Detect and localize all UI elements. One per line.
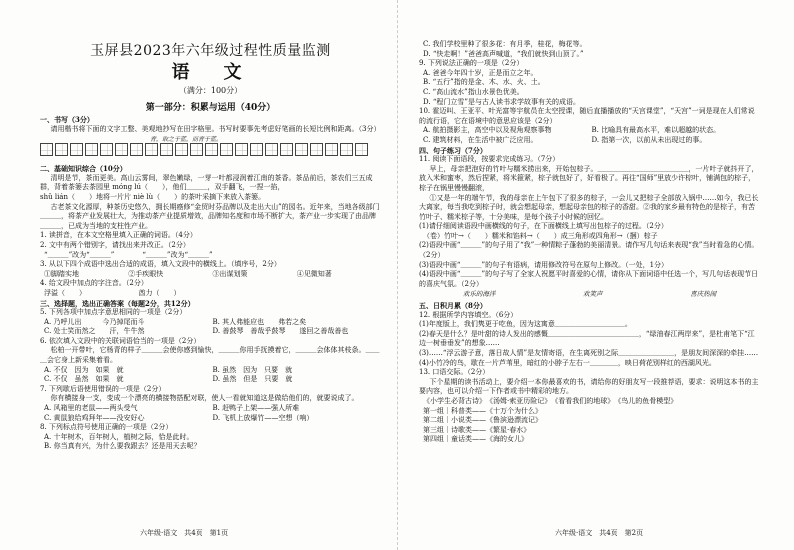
q9-option-a: A. 爸爸今年四十岁，正是而立之年。 — [423, 68, 538, 77]
section-1-instructions: 请用楷书将下面的文字工整、美观地抄写在田字格里。书写时要事先考虑好笔画的长短比例和距离。（3分） — [50, 124, 381, 133]
q7-option-a: A. 风箱里的老鼠——两头受气 — [44, 404, 138, 413]
q9-option-d: D. “程门立雪”是与古人读书求学故事有关的成语。 — [423, 97, 580, 106]
q8-option-a: A. 十年树木，百年树人，植树之际，恰是此时。 — [44, 432, 194, 441]
question-4: 4. 给文段中加点的字注音。（2分） — [40, 279, 148, 288]
q13-list-item[interactable]: 第一组｜科普类——《十万个为什么》 — [423, 406, 542, 415]
q9-option-c: C. “高山流水”指山水景色优美。 — [423, 87, 524, 96]
right-column — [397, 0, 794, 550]
q11-sub-1: (1)请仔细阅读语段中画横线的句子，在下面横线上填写出包棕子的过程。（2分） — [419, 222, 668, 231]
q10-option-c: C. 建筑材料，在生活中被广泛应用。 — [423, 135, 538, 144]
section-4-heading: 四、句子练习（7分） — [419, 145, 487, 155]
q6-option-a: A. 不仅 因为 如果 就 — [44, 365, 124, 374]
question-4-blanks[interactable]: 浮溢（ ） 酋力（ ） — [44, 288, 181, 297]
q12-sub-1[interactable]: (1)年度版上，我们隽更于吃鱼，因为这寓意＿＿＿＿＿＿＿＿＿＿。 — [419, 320, 632, 329]
passage-para-1: 清明是节，茶而更美。高山云雾间，翠色嫩绿，一芽一叶都浸润着江南的茶香。茶品前后，茶农们三五成群，背着茶篓去茶园里 móng lú（ ），他们＿＿＿，双手翻飞，一捏一掐， — [40, 173, 373, 192]
q10-option-b: B. 比喻具有最高水平，难以超越的状态。 — [591, 126, 721, 135]
grid-cell[interactable] — [325, 143, 338, 156]
grid-cell[interactable] — [175, 143, 188, 156]
q7-option-d: D. 飞机上放爆竹——空想（响） — [212, 413, 314, 422]
q13-list-item[interactable]: 第三组｜诗歌类——《繁星·春水》 — [423, 425, 531, 434]
grid-cell[interactable] — [205, 143, 218, 156]
section-2-heading: 二、基础知识综合（10分） — [40, 164, 127, 174]
q5-option-b: B. 其人弗能应也 弗若之矣 — [212, 317, 307, 326]
grid-cell[interactable] — [85, 143, 98, 156]
question-5-options-row-2 — [40, 327, 381, 337]
q10-option-a: A. 航拍摄影主，高空中以及视角观察事物 — [423, 126, 552, 135]
q3-option: ③出谋划策 — [212, 269, 248, 278]
word-choice: 欢乐的海洋 — [462, 290, 496, 299]
grid-cell[interactable] — [70, 143, 83, 156]
section-3-heading: 三、选择题，选出正确答案（每题2分，共12分） — [40, 298, 195, 308]
question-2-blanks[interactable]: “＿＿＿”改为“＿＿＿” “＿＿＿”改为“＿＿＿” — [44, 250, 213, 259]
question-7-options-row-2 — [40, 414, 381, 424]
q6-option-d: D. 虽然 但是 只要 就 — [212, 375, 293, 384]
q8-option-b: B. 你当真有兴，为什么要我跟去？还是用天去呢？ — [44, 442, 201, 451]
section-5-heading: 五、日积月累（8分） — [419, 301, 487, 311]
grid-cell[interactable] — [235, 143, 248, 156]
tianzige-grid[interactable] — [40, 143, 368, 156]
question-6-options-row-2 — [40, 375, 381, 385]
q5-option-a: A. 乃呼儿出 今乃掉尾而斗 — [44, 317, 145, 326]
question-6-text: 松柏一开带叶，它杨青的样子＿＿＿会使你感到愉快，＿＿＿你用手抚摸着它，＿＿＿会体体其枝条。＿＿＿会它身上新采集着看。 — [40, 346, 380, 365]
grid-cell[interactable] — [55, 143, 68, 156]
q11-passage-1: 早上，母亲把泡好的竹叶与糯米捞出来，开始包棕子。＿＿＿＿＿＿＿＿＿＿＿＿＿，一片叶子就抖开了，放入米和蜜枣，然后捏紧，将米箍紧，棕子就包好了，好看极了。再往“国师”里放少许棕叶，铺满包的棕子，棕子在锅里慢慢翻滚， — [419, 164, 759, 192]
q13-text: 下个星期的读书活动上，要介绍一本你最喜欢的书，请给你的好朋友写一段推荐语，要求：说明这本书的主要内容，也可以介绍一下作者或书中精彩的地方。 — [419, 377, 759, 396]
question-9: 9. 下列说法正确的一项是（2分） — [419, 59, 524, 68]
question-2: 2. 文中有两个错别字，请找出来并改正。（2分） — [40, 240, 190, 249]
question-10-options-row-2 — [419, 136, 760, 146]
page-footer-left: 六年级·语文 共4页 第1页 — [140, 529, 229, 537]
grid-cell[interactable] — [40, 143, 53, 156]
question-7-text: 你有横接身一支，变成一个漂亮的横接物搭配对联，使人一看就知道这是做给他们的，就要说成了。 — [50, 394, 359, 403]
q13-list-item[interactable]: 第二组｜小说类——《鲁滨逊漂流记》 — [423, 416, 542, 425]
grid-cell[interactable] — [295, 143, 308, 156]
full-score: （满分：100分） — [178, 86, 243, 95]
grid-cell[interactable] — [130, 143, 143, 156]
question-6-options-row-1 — [40, 366, 381, 376]
word-choice: 欢笑声 — [582, 290, 603, 299]
question-8: 8. 下列标点符号使用正确的一项是（2分） — [40, 423, 173, 432]
q13-books: 《小学生必背古诗》 《汤姆·索亚历险记》 《看看我们的地球》 《鸟儿的鱼骨模型》 — [423, 396, 678, 405]
grid-cell[interactable] — [100, 143, 113, 156]
question-1: 1. 读拼音，在本文空格里填入正确的词语。（4分） — [40, 231, 197, 240]
question-7-options-row-1 — [40, 404, 381, 414]
section-1-heading: 一、书写（3分） — [40, 115, 94, 124]
q11-sub-3: (3)语段中画“＿＿＿”的句子有语病，请用修改符号在原句上修改。（一处，1分） — [419, 260, 669, 269]
grid-cell[interactable] — [250, 143, 263, 156]
question-10: 10. 霍迈叫、王亚平、叶光富等宇航员在太空授课，随后直播播放的“天宫课堂”，“天宫”一词是现在人们常说的流行语，它在语境中的意思应该是（2分） — [419, 107, 755, 125]
grid-cell[interactable] — [220, 143, 233, 156]
part-one-title: 第一部分：积累与运用（40分） — [145, 103, 276, 113]
grid-cell[interactable] — [160, 143, 173, 156]
question-5: 5. 下列各项中加点字意思相同的一项是（2分） — [40, 308, 187, 317]
q3-option: ①脚踏实地 — [44, 269, 79, 278]
grid-cell[interactable] — [190, 143, 203, 156]
grid-cell[interactable] — [145, 143, 158, 156]
question-3: 3. 从以下四个成语中选出合适的成语，填入文段中的横线上。（填序号，2分） — [40, 260, 281, 269]
q6-option-b: B. 虽然 因为 只要 就 — [212, 365, 293, 374]
grid-cell[interactable] — [280, 143, 293, 156]
q9-option-b: B. “五行”指的是金、木、水、火、土。 — [423, 78, 545, 87]
question-6: 6. 依次填入文段中的关联词语恰当的一项是（2分） — [40, 336, 201, 345]
q11-passage-2: ①又是一年的端午节，我的母亲在上午包下了很多的棕子，一会儿又把棕子全部放入锅中……如今，我已长大离家，每当我吃到棕子时，就会想起母亲，想起母亲包的棕子的香甜。②我的家乡最有特色的是棕子，有苦竹叶子、糯米棕子等，十分美味，是每个孩子小时候的回忆。 — [419, 193, 759, 221]
grid-cell[interactable] — [340, 143, 353, 156]
question-10-options-row-1 — [419, 126, 760, 136]
grid-cell[interactable] — [355, 143, 368, 156]
page-footer-right: 六年级·语文 共4页 第2页 — [555, 529, 644, 537]
question-13: 13. 口语交际。（2分） — [419, 368, 490, 377]
q3-option: ④见微知著 — [296, 269, 332, 278]
question-3-options — [40, 270, 381, 280]
passage-para-2: 古老茶文化源厚，种茶历史悠久，拥长期癌修“金贸时芬品牌以及走出大山”的园名。近年来，当地各级部门＿＿＿，将茶产业发展壮大，为推动茶产业提质增效，品牌知名度和市场不断扩大，茶产业一步实现了由品牌＿＿＿，已成为当地的支柱性产业。 — [40, 202, 380, 230]
q7-option-c: C. 黄鼠狼给鸡拜年——没安好心 — [44, 413, 145, 422]
q7-option-b: B. 赶鸭子上架——强人所难 — [212, 404, 300, 413]
q3-option: ②手疾眼快 — [128, 269, 164, 278]
q8-option-d: D. “快走啊！”爸爸高声喊道，“我们就快到山顶了。” — [423, 49, 584, 58]
grid-cell[interactable] — [310, 143, 323, 156]
question-5-options-row-1 — [40, 318, 381, 328]
word-choice: 喜庆热闹 — [690, 290, 717, 299]
passage-para-1-cont: shǔ lián（ ）地将一片片 niè lù（ ）的茶叶采摘下来放入茶篓。 — [40, 192, 266, 201]
q11-word-choices — [419, 290, 760, 300]
q13-list-item[interactable]: 第四组｜童话类——《海的女儿》 — [423, 435, 528, 444]
grid-cell[interactable] — [115, 143, 128, 156]
question-7: 7. 下列歇后语使用错误的一项是（2分） — [40, 384, 166, 393]
exam-title: 玉屏县2023年六年级过程性质量监测 — [90, 43, 331, 59]
copy-text: 青，取之于蓝，而青于蓝。 — [150, 136, 223, 144]
q11-sub-1-blanks[interactable]: （卷）竹叶→（ ）糯米和馅料→（ ）成三角形或四角形→（捆）棕子 — [423, 231, 658, 240]
q11-sub-2: (2)语段中画“＿＿＿”的句子用了“我”一种情粽子蓬勃的美丽清景。请作写几句话来表现“我”当时看急的心情。（2分） — [419, 241, 759, 260]
question-12: 12. 根据所学内容填空。（6分） — [419, 310, 518, 319]
subject-title: 语 文 — [171, 62, 250, 83]
question-11: 11. 阅读下面语段，按要求完成练习。（7分） — [419, 155, 560, 164]
q12-sub-4[interactable]: (4)小竹冷的鸟，歇在一片芦苇里，暗红的小脖子左右一＿＿＿＿，映日荷花别样红的西湖风光。 — [419, 358, 716, 367]
q5-option-d: D. 善鼓琴 善哉乎鼓琴 遂回之善哉善也 — [212, 327, 349, 336]
q8-option-c: C. 我们学校里种了很多花：有月季，桂花，梅花等。 — [423, 40, 587, 48]
q12-sub-2[interactable]: (2)春天是什么？是叶甜的诗人发出的感慨＿＿＿＿＿＿＿＿＿＿＿＿＿，“绿油春江两岸来”，是杜甫笔下“江边一树垂垂发”的想象…… — [419, 329, 755, 348]
writing-grid-area — [40, 137, 381, 161]
grid-cell[interactable] — [265, 143, 278, 156]
q11-sub-4: (4)语段中画“＿＿＿”的句子写了全家人祝愿平时喜爱的心情，请你从下面词语中任选一个，写几句话表现节日的喜庆气氛。（2分） — [419, 270, 759, 288]
q12-sub-3[interactable]: (3)……“浮云游子意，落日故人情”是友情寄语，在生离死别之际＿＿＿＿＿＿＿＿，是朋友间深深的牵挂…… — [419, 349, 759, 357]
q10-option-d: D. 指第一次，以前从未出现过的事。 — [591, 135, 707, 144]
q5-option-c: C. 处士笑而然之 汗，牛牛然 — [44, 327, 145, 336]
q6-option-c: C. 不仅 虽然 如果 就 — [44, 375, 124, 384]
